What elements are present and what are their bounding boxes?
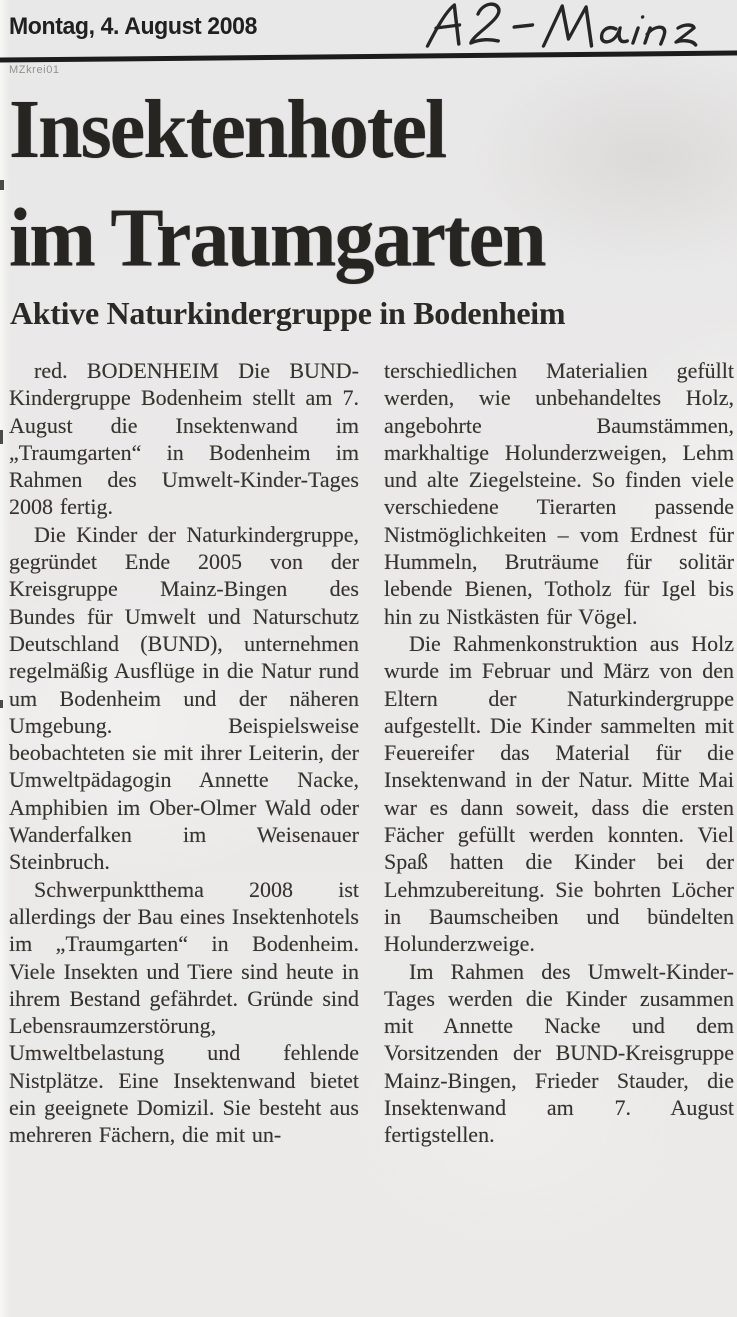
article-body [9,357,735,1149]
article-paragraph: terschiedlichen Materialien gefüllt werden, wie unbehandeltes Holz, angebohrte Baumstämmen, markhaltige Holunderzweigen, Lehm und alte Ziegelsteine. So finden viele verschiedene Tierarten passende Nistmöglichkeiten – vom Erdnest für Hummeln, Bruträume für solitär lebende Bienen, Totholz für Igel bis hin zu Nistkästen für Vögel. [384,358,734,629]
headline-line2: im Traumgarten [9,192,545,284]
headline-line1: Insektenhotel [9,84,446,176]
column-left [9,357,359,1149]
article-paragraph: Die Kinder der Naturkindergruppe, gegründet Ende 2005 von der Kreisgruppe Mainz-Bingen des Bundes für Umwelt und Naturschutz Deutschland (BUND), unternehmen regelmäßig Ausflüge in die Natur rund um Bodenheim und der näheren Umgebung. Beispielsweise beobachteten sie mit ihrer Leiterin, der Umweltpädagogin Annette Nacke, Amphibien im Ober-Olmer Wald oder Wanderfalken im Weisenauer Steinbruch. [9,521,359,875]
masthead-rule [0,50,737,62]
edition-code: MZkrei01 [9,64,60,76]
article-paragraph: Die Rahmenkonstruktion aus Holz wurde im Februar und März von den Eltern der Naturkindergruppe aufgestellt. Die Kinder sammelten mit Feuereifer das Material für die Insektenwand in der Natur. Mitte Mai war es dann soweit, dass die ersten Fächer gefüllt werden konnten. Viel Spaß hatten die Kinder bei der Lehmzubereitung. Sie bohrten Löcher in Baumscheiben und bündelten Holunderzweige. [384,630,734,957]
date-line: Montag, 4. August 2008 [9,13,258,40]
handwritten-annotation-az-mainz [412,0,722,54]
article-paragraph: Schwerpunktthema 2008 ist allerdings der Bau eines Insektenhotels im „Traumgarten“ in Bodenheim. Viele Insekten und Tiere sind heute in ihrem Bestand gefährdet. Gründe sind Lebensraumzerstörung, Umweltbelastung und fehlende Nistplätze. Eine Insektenwand bietet ein geeignete Domizil. Sie besteht aus mehreren Fächern, die mit un- [9,876,359,1148]
scan-speck [0,180,4,190]
subheadline: Aktive Naturkindergruppe in Bodenheim [10,295,566,331]
article-paragraph: Im Rahmen des Umwelt-Kinder-Tages werden die Kinder zusammen mit Annette Nacke und dem Vorsitzenden der BUND-Kreisgruppe Mainz-Bingen, Frieder Stauder, die Insektenwand am 7. August fertigstellen. [384,958,734,1148]
scan-speck [0,700,3,708]
article-paragraph: red. BODENHEIM Die BUND-Kindergruppe Bodenheim stellt am 7. August die Insektenwand im „Traumgarten“ in Bodenheim im Rahmen des Umwelt-Kinder-Tages 2008 fertig. [9,358,359,520]
scan-speck [0,430,3,444]
column-right [384,357,734,1149]
headline [9,76,737,292]
